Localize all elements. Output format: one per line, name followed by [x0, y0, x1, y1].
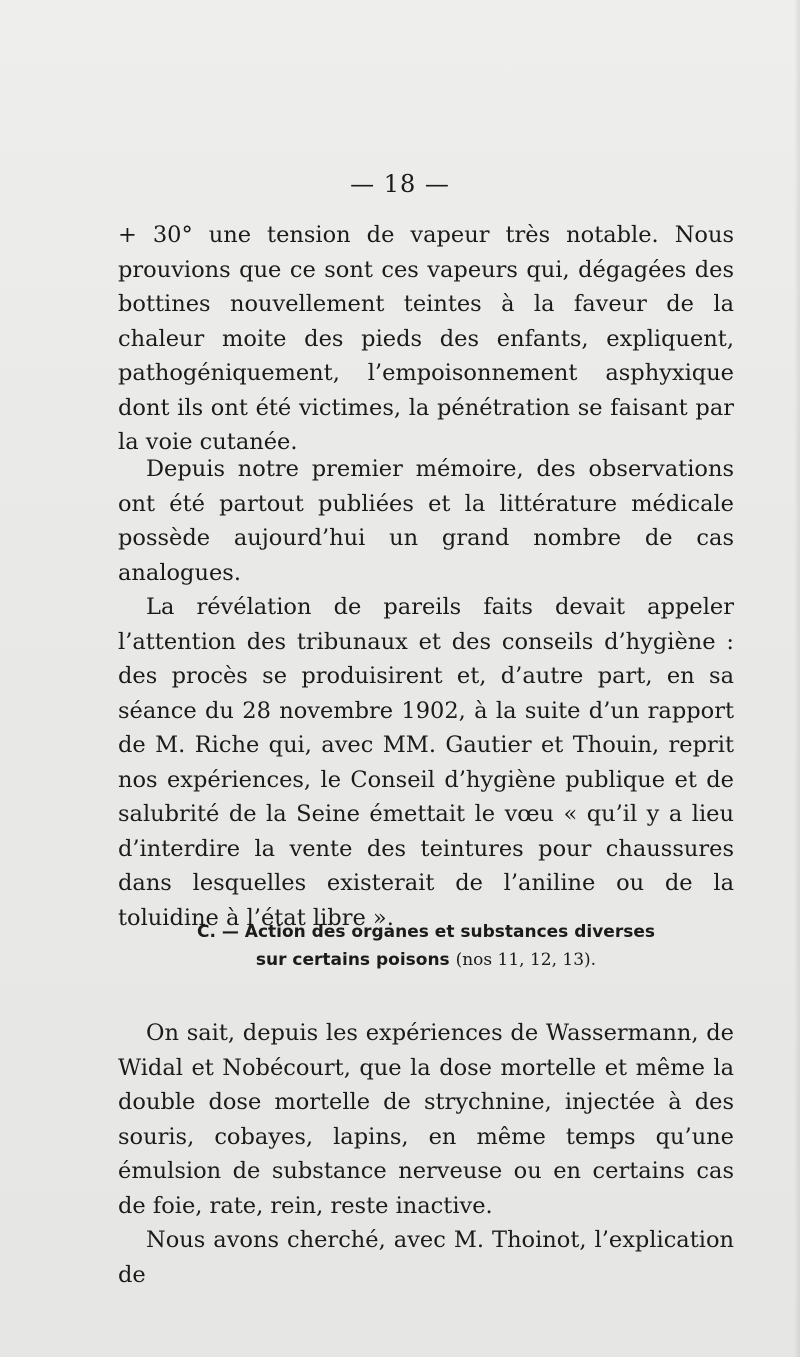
section-heading-line-2: [118, 946, 734, 974]
paragraph-hygiene-councils: La révélation de pareils faits devait appeler l’attention des tribunaux et des conseils d’hygiène : des procès se produisirent et, d’autre part, en sa séance du 28 novembre 1902, à la suite d’un rapport de M. Riche qui, avec MM. Gautier et Thouin, reprit nos expériences, le Conseil d’hygiène publique et de salubrité de la Seine émettait le vœu « qu’il y a lieu d’interdire la vente des teintures pour chaussures dans lesquelles existerait de l’aniline ou de la toluidine à l’état libre ».: [118, 594, 734, 931]
page-number: — 18 —: [350, 170, 450, 198]
section-heading-line-1: C. — Action des organes et substances diverses: [197, 922, 655, 942]
paragraph-strychnine: On sait, depuis les expériences de Wassermann, de Widal et Nobécourt, que la dose mortelle et même la double dose mortelle de strychnine, injectée à des souris, cobayes, lapins, en même temps qu’une émulsion de substance nerveuse ou en certains cas de foie, rate, rein, reste inactive.: [118, 1020, 734, 1219]
section-heading: [118, 918, 734, 974]
text-block-top: [118, 218, 734, 460]
section-heading-reference: (nos 11, 12, 13).: [455, 950, 597, 970]
page-edge-shadow: [794, 0, 800, 1357]
text-block-bottom: [118, 1016, 734, 1292]
paragraph-thoinot: Nous avons cherché, avec M. Thoinot, l’explication de: [118, 1227, 734, 1288]
section-heading-title-end: sur certains poisons: [255, 950, 450, 970]
text-block-middle: [118, 452, 734, 935]
paragraph-vapour-tension: + 30° une tension de vapeur très notable. Nous prouvions que ce sont ces vapeurs qui, dégagées des bottines nouvellement teintes à la faveur de la chaleur moite des pieds des enfants, expliquent, pathogéniquement, l’empoisonnement asphyxique dont ils ont été victimes, la pénétration se faisant par la voie cutanée.: [118, 222, 734, 455]
paragraph-first-memoir: Depuis notre premier mémoire, des observations ont été partout publiées et la littérature médicale possède aujourd’hui un grand nombre de cas analogues.: [118, 456, 734, 586]
